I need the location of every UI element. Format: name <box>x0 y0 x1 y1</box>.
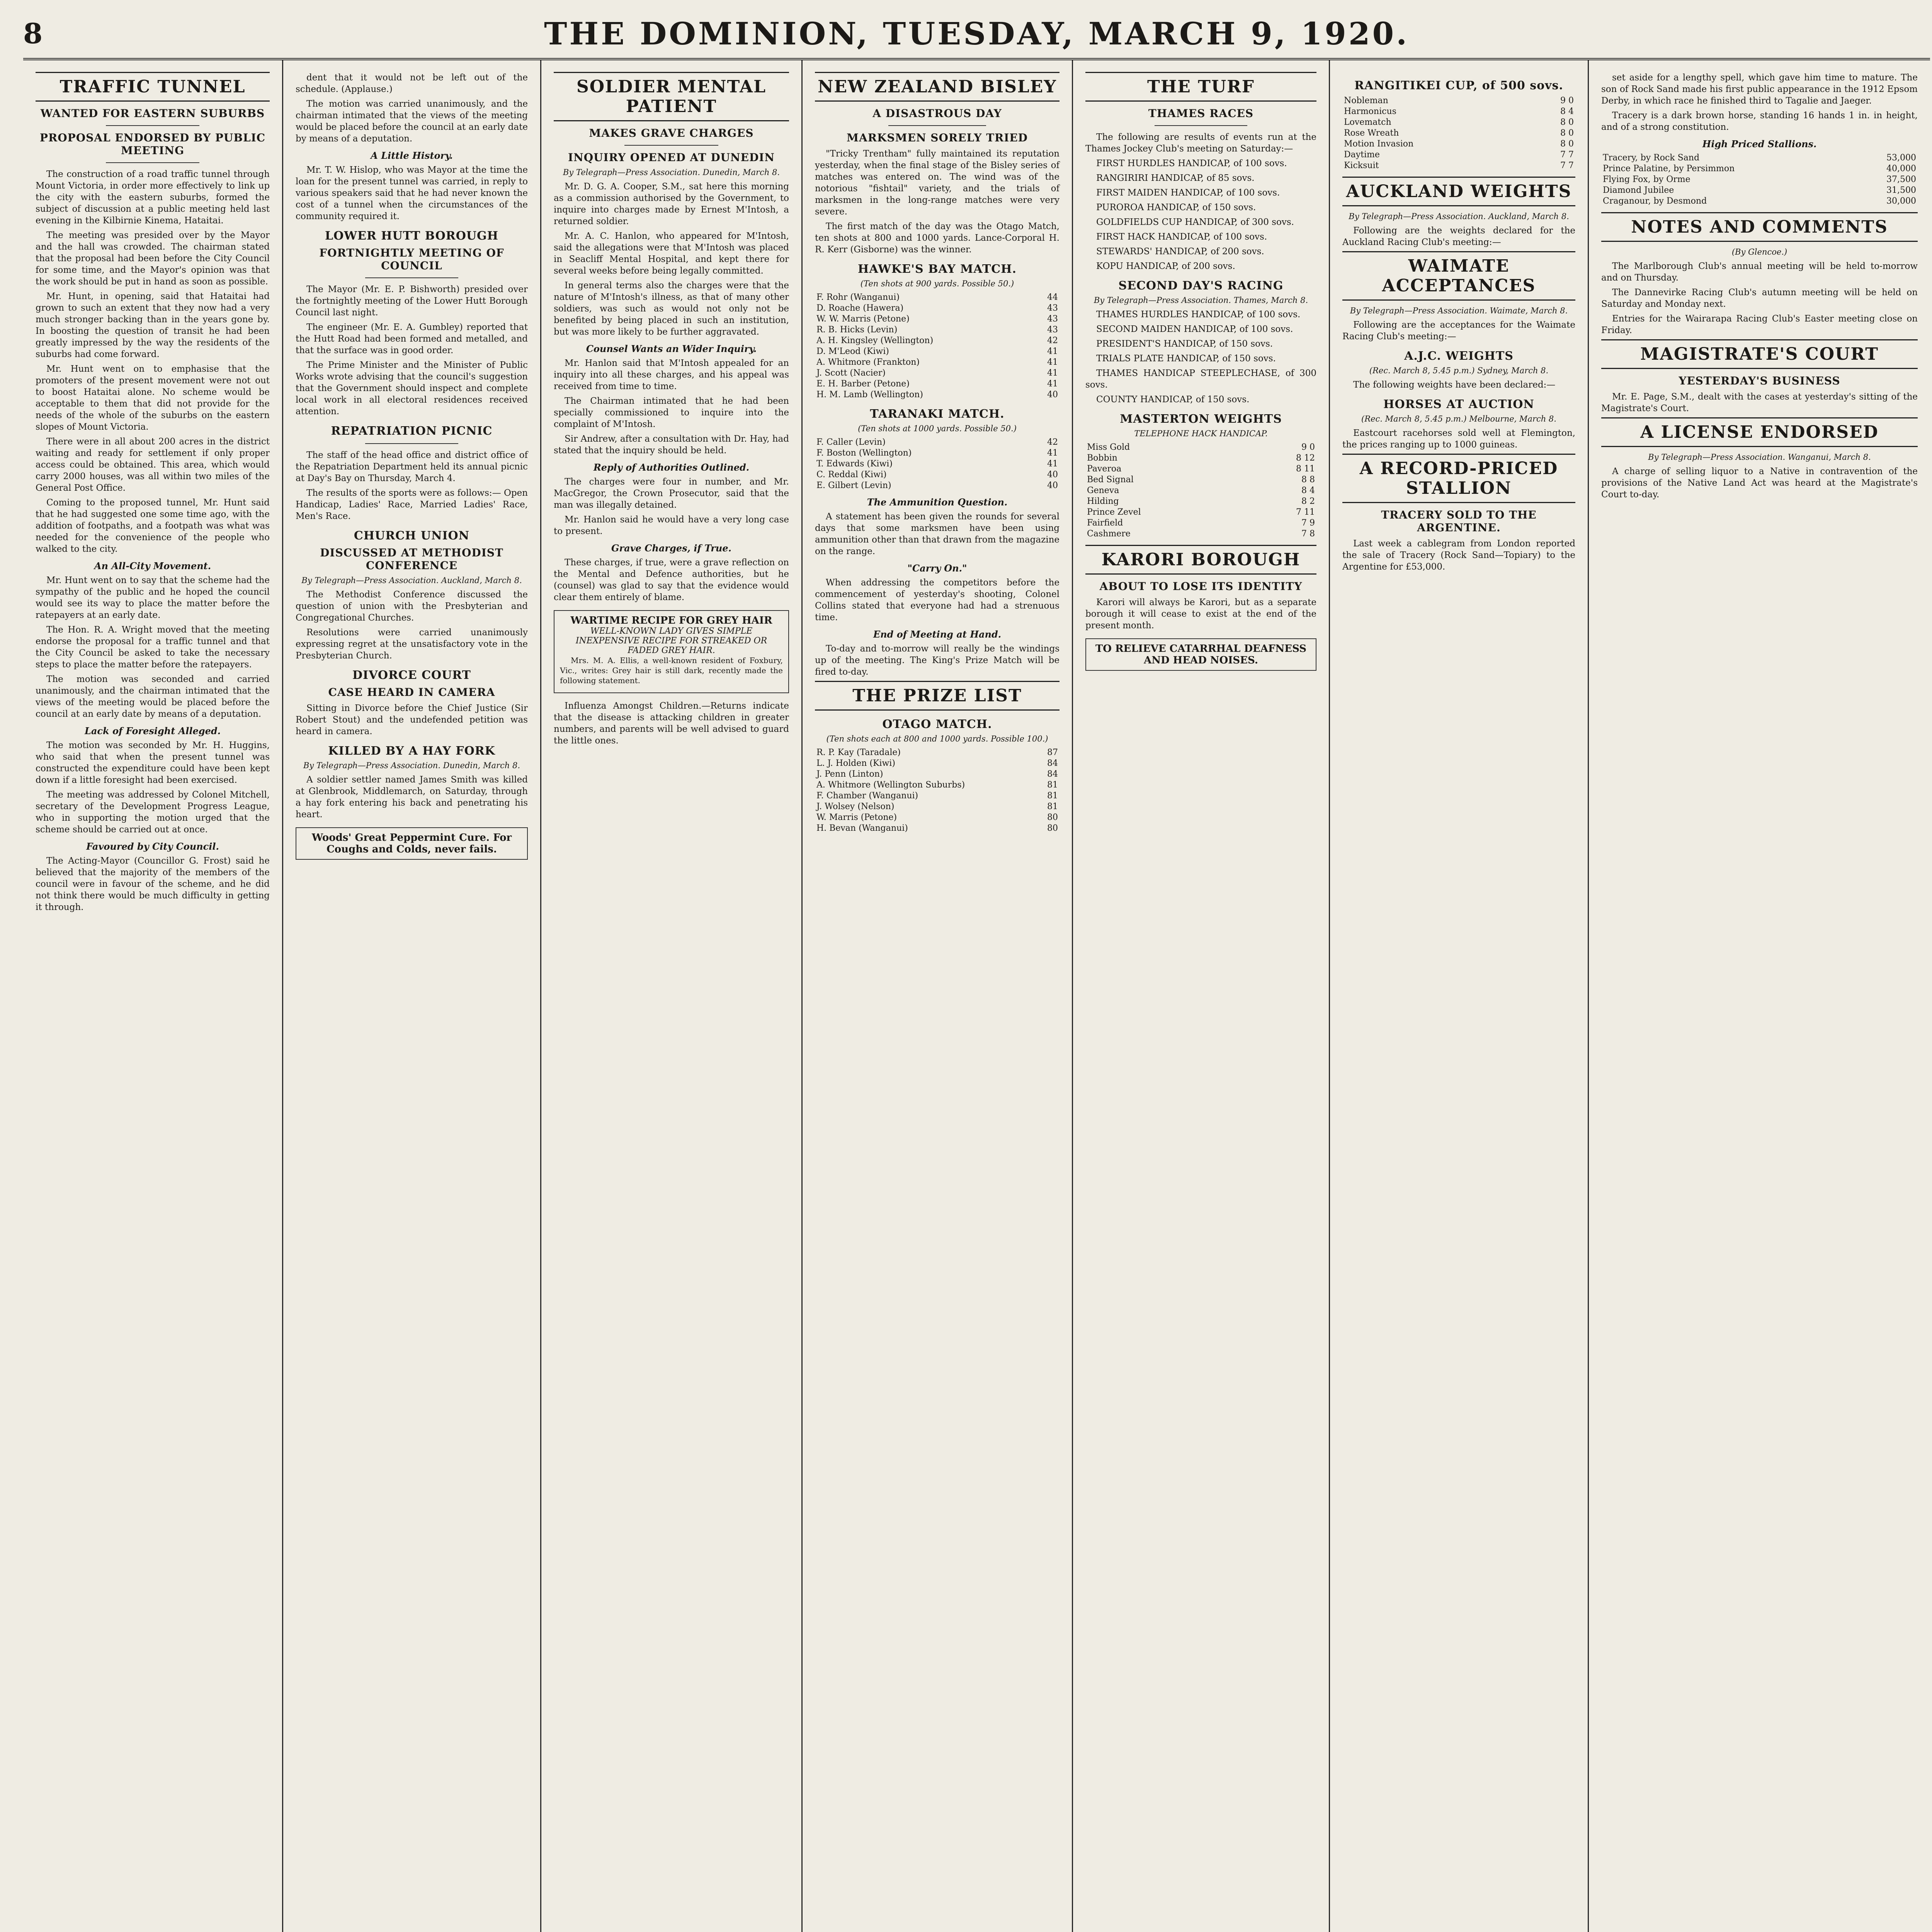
table-cell: 8 0 <box>1560 117 1574 127</box>
advertisement <box>554 610 789 693</box>
table-caption: (Ten shots at 1000 yards. Possible 50.) <box>858 424 1017 433</box>
table-cell: 43 <box>1047 303 1058 313</box>
table-cell: W. W. Marris (Petone) <box>816 314 910 324</box>
article-paragraph: Sir Andrew, after a consultation with Dr. Hay, had stated that the inquiry should be held. <box>554 434 789 456</box>
table-cell: 7 8 <box>1301 529 1315 539</box>
subheadline: MAKES GRAVE CHARGES <box>589 127 754 139</box>
byline: By Telegraph—Press Association. Wanganui, March 8. <box>1648 452 1871 462</box>
race-result: STEWARDS' HANDICAP, of 200 sovs. <box>1096 247 1264 257</box>
byline: (By Glencoe.) <box>1731 247 1787 257</box>
section-heading: Grave Charges, if True. <box>611 543 731 554</box>
table-cell: Miss Gold <box>1087 442 1130 452</box>
byline: By Telegraph—Press Association. Auckland, March 8. <box>301 576 522 585</box>
advertisement <box>1085 638 1316 671</box>
article-paragraph: Karori will always be Karori, but as a separate borough it will cease to exist at the end of the present month. <box>1085 597 1316 631</box>
article-paragraph: Coming to the proposed tunnel, Mr. Hunt said that he had suggested one some time ago, with the addition of footpaths, and a footpath was what was needed for the convenience of the people who walked to the city. <box>36 498 270 554</box>
headline-traffic-tunnel: TRAFFIC TUNNEL <box>36 72 270 102</box>
article-paragraph: A statement has been given the rounds for several days that some marksmen have been using ammunition other than that drawn from the magazine on the range. <box>815 512 1060 556</box>
table-cell: H. Bevan (Wanganui) <box>816 823 908 833</box>
table-cell: 8 2 <box>1301 497 1315 506</box>
table-cell: R. P. Kay (Taradale) <box>816 748 901 757</box>
subheadline: THAMES RACES <box>1148 107 1254 120</box>
headline-repatriation-picnic: REPATRIATION PICNIC <box>331 424 493 438</box>
race-result: PRESIDENT'S HANDICAP, of 150 sovs. <box>1096 339 1273 349</box>
column-4 <box>803 60 1073 1932</box>
table-cell: 37,500 <box>1886 175 1916 184</box>
section-heading: Counsel Wants an Wider Inquiry. <box>586 343 757 354</box>
divider <box>106 125 199 126</box>
table-cell: 81 <box>1047 802 1058 811</box>
section-heading: The Ammunition Question. <box>867 497 1008 508</box>
table-row <box>1085 464 1316 474</box>
table-cell: 41 <box>1047 379 1058 389</box>
weights-table <box>1085 442 1316 539</box>
table-cell: 81 <box>1047 780 1058 790</box>
headline-ajc-weights: A.J.C. WEIGHTS <box>1404 349 1514 363</box>
article-paragraph: In general terms also the charges were that the nature of M'Intosh's illness, as that of many other soldiers, was such as would not only not be benefited by being placed in such an institution, but was more likely to be further aggravated. <box>554 281 789 337</box>
article-paragraph: Mr. T. W. Hislop, who was Mayor at the time the loan for the present tunnel was carried, in reply to various speakers said that he had never known the cost of a tunnel when the circumstances of the community required it. <box>296 165 528 221</box>
article-paragraph: These charges, if true, were a grave reflection on the Mental and Defence authorities, but he (counsel) was glad to say that the evidence would clear them entirely of blame. <box>554 558 789 602</box>
table-row <box>815 346 1060 357</box>
article-paragraph: The Marlborough Club's annual meeting will be held to-morrow and on Thursday. <box>1601 261 1918 283</box>
table-row <box>815 823 1060 834</box>
article-paragraph: Mr. Hunt, in opening, said that Hataitai had grown to such an extent that they now had a very much stronger backing than in the years gone by. In boosting the question of transit he had been greatly impressed by the way the residents of the suburbs had come forward. <box>36 291 270 359</box>
byline: By Telegraph—Press Association. Waimate, March 8. <box>1350 306 1568 315</box>
article-paragraph: The Prime Minister and the Minister of Public Works wrote advising that the council's suggestion that the Government should inspect and complete local work in all electoral residences received attention. <box>296 360 528 417</box>
table-cell: 84 <box>1047 769 1058 779</box>
advertisement <box>296 827 528 860</box>
table-cell: Fairfield <box>1087 518 1123 528</box>
table-cell: J. Penn (Linton) <box>816 769 883 779</box>
article-paragraph: The following weights have been declared:— <box>1353 380 1556 390</box>
results-table <box>815 292 1060 400</box>
headline-masterton-weights: MASTERTON WEIGHTS <box>1120 412 1282 426</box>
table-row <box>815 437 1060 448</box>
article-paragraph: Mr. D. G. A. Cooper, S.M., sat here this morning as a commission authorised by the Government, to inquire into charges made by Ernest M'Intosh, a returned soldier. <box>554 182 789 226</box>
headline-magistrates-court: MAGISTRATE'S COURT <box>1601 339 1918 369</box>
article-paragraph: The Hon. R. A. Wright moved that the meeting endorse the proposal for a traffic tunnel and that the City Council be asked to take the necessary steps to place the matter before the ratepayers. <box>36 625 270 670</box>
race-result: THAMES HANDICAP STEEPLECHASE, of 300 sovs. <box>1085 368 1316 390</box>
section-heading: End of Meeting at Hand. <box>873 629 1002 640</box>
table-cell: 31,500 <box>1886 185 1916 195</box>
table-row <box>815 448 1060 459</box>
table-cell: 53,000 <box>1886 153 1916 163</box>
table-cell: 9 0 <box>1560 96 1574 105</box>
table-cell: T. Edwards (Kiwi) <box>816 459 893 469</box>
article-paragraph: The motion was seconded by Mr. H. Huggins, who said that when the present tunnel was constructed the expenditure could have been kept down if a little foresight had been exercised. <box>36 740 270 785</box>
table-cell: 40,000 <box>1886 164 1916 173</box>
table-cell: A. Whitmore (Frankton) <box>816 357 920 367</box>
table-cell: 30,000 <box>1886 196 1916 206</box>
table-cell: 8 0 <box>1560 128 1574 138</box>
table-cell: H. M. Lamb (Wellington) <box>816 390 923 400</box>
headline-church-union: CHURCH UNION <box>354 529 470 543</box>
article-paragraph: Mr. Hunt went on to say that the scheme had the sympathy of the public and he hoped the council would see its way to place the matter before the ratepayers at an early date. <box>36 575 270 620</box>
table-row <box>1085 529 1316 539</box>
table-row <box>815 758 1060 769</box>
column-6 <box>1330 60 1589 1932</box>
table-cell: J. Scott (Nacier) <box>816 368 886 378</box>
headline-waimate-acceptances: WAIMATE ACCEPTANCES <box>1342 251 1575 301</box>
article-paragraph: The meeting was addressed by Colonel Mitchell, secretary of the Development Progress League, who in supporting the motion urged that the scheme should be carried out at once. <box>36 790 270 835</box>
article-paragraph: Following are the acceptances for the Waimate Racing Club's meeting:— <box>1342 320 1575 342</box>
table-cell: Daytime <box>1344 150 1380 160</box>
article-paragraph: Influenza Amongst Children.—Returns indicate that the disease is attacking children in greater numbers, and parents will be well advised to guard the little ones. <box>554 701 789 746</box>
table-cell: R. B. Hicks (Levin) <box>816 325 898 335</box>
table-cell: Prince Palatine, by Persimmon <box>1603 164 1735 173</box>
section-heading: Lack of Foresight Alleged. <box>85 725 221 736</box>
article-paragraph: Resolutions were carried unanimously expressing regret at the unsatisfactory vote in the Presbyterian Church. <box>296 628 528 661</box>
table-cell: 41 <box>1047 347 1058 356</box>
table-cell: 8 4 <box>1301 486 1315 495</box>
section-heading: High Priced Stallions. <box>1702 138 1817 150</box>
table-cell: 81 <box>1047 791 1058 801</box>
race-result: GOLDFIELDS CUP HANDICAP, of 300 sovs. <box>1096 217 1294 227</box>
byline: By Telegraph—Press Association. Auckland, March 8. <box>1349 212 1569 221</box>
table-row <box>1601 196 1918 207</box>
table-cell: Craganour, by Desmond <box>1603 196 1707 206</box>
table-cell: C. Reddal (Kiwi) <box>816 470 887 480</box>
race-result: SECOND MAIDEN HANDICAP, of 100 sovs. <box>1096 324 1293 334</box>
table-row <box>815 459 1060 469</box>
section-heading: HAWKE'S BAY MATCH. <box>858 262 1017 276</box>
headline-horses-auction: HORSES AT AUCTION <box>1383 398 1534 411</box>
race-result: FIRST HURDLES HANDICAP, of 100 sovs. <box>1096 158 1287 168</box>
section-heading: A Little History. <box>371 150 453 161</box>
table-cell: Harmonicus <box>1344 107 1396 116</box>
table-row <box>815 769 1060 780</box>
table-cell: 44 <box>1047 293 1058 302</box>
article-paragraph: The Methodist Conference discussed the question of union with the Presbyterian and Congregational Churches. <box>296 590 528 623</box>
table-cell: 41 <box>1047 368 1058 378</box>
divider <box>365 277 458 278</box>
race-result: PUROROA HANDICAP, of 150 sovs. <box>1096 202 1256 213</box>
table-row <box>1601 185 1918 196</box>
table-cell: 80 <box>1047 813 1058 822</box>
headline-soldier-patient: SOLDIER MENTAL PATIENT <box>554 72 789 121</box>
table-row <box>1342 117 1575 128</box>
article-paragraph: Mr. Hanlon said he would have a very long case to present. <box>554 515 789 536</box>
table-row <box>1342 139 1575 150</box>
page-number: 8 <box>23 17 43 50</box>
article-paragraph: The engineer (Mr. E. A. Gumbley) reported that the Hutt Road had been formed and metalled, and that the surface was in good order. <box>296 322 528 355</box>
table-row <box>815 747 1060 758</box>
divider <box>888 125 986 126</box>
table-row <box>815 292 1060 303</box>
headline-record-stallion: A RECORD-PRICED STALLION <box>1342 454 1575 503</box>
race-result: FIRST HACK HANDICAP, of 100 sovs. <box>1096 232 1267 242</box>
article-paragraph: The meeting was presided over by the Mayor and the hall was crowded. The chairman stated that the proposal had been before the City Council for some time, and the Mayor's opinion was that the work should be put in hand as soon as possible. <box>36 230 270 287</box>
ad-text: TO RELIEVE CATARRHAL DEAFNESS AND HEAD NOISES. <box>1095 643 1307 666</box>
article-paragraph: "Tricky Trentham" fully maintained its reputation yesterday, when the final stage of the Bisley series of matches was entered on. The wind was of the notorious "fishtail" variety, and the trials of marksmen in the long-range matches were very severe. <box>815 149 1060 217</box>
article-paragraph: Mr. A. C. Hanlon, who appeared for M'Intosh, said the allegations were that M'Intosh was placed in Seacliff Mental Hospital, and kept there for several weeks before being legally committed. <box>554 231 789 276</box>
column-1 <box>23 60 283 1932</box>
race-result: TRIALS PLATE HANDICAP, of 150 sovs. <box>1096 354 1276 364</box>
table-cell: Flying Fox, by Orme <box>1603 175 1690 184</box>
table-row <box>1342 106 1575 117</box>
article-paragraph: Following are the weights declared for the Auckland Racing Club's meeting:— <box>1342 226 1575 247</box>
table-cell: 7 7 <box>1560 161 1574 170</box>
article-paragraph: dent that it would not be left out of the schedule. (Applause.) <box>296 73 528 94</box>
table-row <box>1085 453 1316 464</box>
article-paragraph: The Chairman intimated that he had been specially commissioned to inquire into the complaint of M'Intosh. <box>554 396 789 429</box>
table-cell: 41 <box>1047 459 1058 469</box>
table-row <box>815 389 1060 400</box>
weights-table <box>1342 95 1575 171</box>
table-cell: 7 7 <box>1560 150 1574 160</box>
section-heading: TARANAKI MATCH. <box>870 407 1005 421</box>
masthead <box>23 15 1930 60</box>
table-cell: F. Boston (Wellington) <box>816 448 912 458</box>
ad-subheadline: WELL-KNOWN LADY GIVES SIMPLE INEXPENSIVE RECIPE FOR STREAKED OR FADED GREY HAIR. <box>575 626 767 655</box>
race-result: KOPU HANDICAP, of 200 sovs. <box>1096 261 1235 271</box>
table-cell: 7 11 <box>1296 507 1315 517</box>
article-paragraph: Sitting in Divorce before the Chief Justice (Sir Robert Stout) and the undefended petition was heard in camera. <box>296 703 528 736</box>
article-paragraph: Last week a cablegram from London reported the sale of Tracery (Rock Sand—Topiary) to the Argentine for £53,000. <box>1342 539 1575 572</box>
table-row <box>815 368 1060 379</box>
headline-karori-borough: KARORI BOROUGH <box>1085 545 1316 575</box>
ad-text: Woods' Great Peppermint Cure. For Coughs and Colds, never fails. <box>311 832 512 855</box>
table-cell: Prince Zevel <box>1087 507 1141 517</box>
table-row <box>815 357 1060 368</box>
article-paragraph: Eastcourt racehorses sold well at Flemington, the prices ranging up to 1000 guineas. <box>1342 428 1575 450</box>
column-3 <box>541 60 803 1932</box>
article-paragraph: Tracery is a dark brown horse, standing 16 hands 1 in. in height, and of a strong constitution. <box>1601 111 1918 132</box>
table-row <box>1601 174 1918 185</box>
table-cell: 9 0 <box>1301 442 1315 452</box>
article-paragraph: The charges were four in number, and Mr. MacGregor, the Crown Prosecutor, said that the man was illegally detained. <box>554 477 789 510</box>
table-row <box>815 325 1060 335</box>
article-paragraph: The staff of the head office and district office of the Repatriation Department held its annual picnic at Day's Bay on Thursday, March 4. <box>296 450 528 483</box>
table-cell: Bed Signal <box>1087 475 1134 485</box>
table-cell: D. M'Leod (Kiwi) <box>816 347 889 356</box>
table-cell: 84 <box>1047 759 1058 768</box>
subheadline: DISCUSSED AT METHODIST CONFERENCE <box>320 546 503 572</box>
subheadline: TRACERY SOLD TO THE ARGENTINE. <box>1381 509 1537 534</box>
table-cell: 40 <box>1047 481 1058 490</box>
table-row <box>1342 95 1575 106</box>
table-row <box>815 780 1060 791</box>
race-result: THAMES HURDLES HANDICAP, of 100 sovs. <box>1096 310 1301 320</box>
table-cell: 40 <box>1047 470 1058 480</box>
subheadline: YESTERDAY'S BUSINESS <box>1679 374 1840 387</box>
table-cell: 43 <box>1047 325 1058 335</box>
prize-table <box>815 747 1060 834</box>
byline: (Rec. March 8, 5.45 p.m.) Sydney, March 8. <box>1369 366 1549 375</box>
table-row <box>1601 163 1918 174</box>
table-cell: 42 <box>1047 336 1058 345</box>
article-paragraph: The motion was carried unanimously, and the chairman intimated that the views of the meeting would be placed before the council at an early date by means of a deputation. <box>296 99 528 144</box>
table-cell: 87 <box>1047 748 1058 757</box>
subheadline: PROPOSAL ENDORSED BY PUBLIC MEETING <box>39 131 266 157</box>
table-row <box>1085 442 1316 453</box>
headline-prize-list: THE PRIZE LIST <box>815 681 1060 711</box>
race-result: RANGIRIRI HANDICAP, of 85 sovs. <box>1096 173 1255 183</box>
table-row <box>815 480 1060 491</box>
ad-text: Mrs. M. A. Ellis, a well-known resident of Foxbury, Vic., writes: Grey hair is still dark, recently made the following statement. <box>560 656 783 685</box>
headline-divorce-court: DIVORCE COURT <box>352 668 471 682</box>
table-cell: F. Chamber (Wanganui) <box>816 791 918 801</box>
article-paragraph: Mr. E. Page, S.M., dealt with the cases at yesterday's sitting of the Magistrate's Court. <box>1601 392 1918 413</box>
article-paragraph: The Mayor (Mr. E. P. Bishworth) presided over the fortnightly meeting of the Lower Hutt Borough Council last night. <box>296 284 528 318</box>
divider <box>624 145 719 146</box>
divider <box>1155 125 1247 126</box>
section-heading: RANGITIKEI CUP, of 500 sovs. <box>1354 79 1563 92</box>
table-row <box>1342 128 1575 139</box>
stallion-price-table <box>1601 153 1918 207</box>
table-cell: Paveroa <box>1087 464 1122 474</box>
table-cell: J. Wolsey (Nelson) <box>816 802 895 811</box>
section-heading: OTAGO MATCH. <box>882 718 992 731</box>
table-cell: Tracery, by Rock Sand <box>1603 153 1700 163</box>
byline: (Rec. March 8, 5.45 p.m.) Melbourne, March 8. <box>1361 414 1556 423</box>
article-paragraph: The Acting-Mayor (Councillor G. Frost) said he believed that the majority of the members of the council were in favour of the scheme, and he did not think there would be much difficulty in getting it through. <box>36 856 270 912</box>
subheadline: FORTNIGHTLY MEETING OF COUNCIL <box>319 247 504 272</box>
article-paragraph: The first match of the day was the Otago Match, ten shots at 800 and 1000 yards. Lance-Corporal H. R. Kerr (Gisborne) was the winner. <box>815 221 1060 255</box>
table-row <box>1085 496 1316 507</box>
table-row <box>815 801 1060 812</box>
table-cell: 41 <box>1047 357 1058 367</box>
table-cell: A. H. Kingsley (Wellington) <box>816 336 934 345</box>
page-title: THE DOMINION, TUESDAY, MARCH 9, 1920. <box>544 15 1410 52</box>
table-cell: Motion Invasion <box>1344 139 1414 149</box>
table-row <box>1085 474 1316 485</box>
table-row <box>1601 153 1918 163</box>
results-table <box>815 437 1060 491</box>
table-cell: Nobleman <box>1344 96 1388 105</box>
subheadline: MARKSMEN SORELY TRIED <box>847 131 1028 144</box>
table-cell: 8 12 <box>1296 453 1315 463</box>
table-cell: 42 <box>1047 437 1058 447</box>
table-cell: 8 4 <box>1560 107 1574 116</box>
article-paragraph: The Dannevirke Racing Club's autumn meeting will be held on Saturday and Monday next. <box>1601 287 1918 309</box>
table-cell: Kicksuit <box>1344 161 1379 170</box>
article-paragraph: The motion was seconded and carried unanimously, and the chairman intimated that the views of the meeting would be placed before the council at an early date by means of a deputation. <box>36 674 270 719</box>
table-cell: 43 <box>1047 314 1058 324</box>
table-cell: D. Roache (Hawera) <box>816 303 904 313</box>
table-cell: Diamond Jubilee <box>1603 185 1674 195</box>
subheadline: A DISASTROUS DAY <box>872 107 1002 120</box>
byline: By Telegraph—Press Association. Thames, March 8. <box>1094 296 1308 305</box>
table-cell: E. Gilbert (Levin) <box>816 481 891 490</box>
headline-lower-hutt: LOWER HUTT BOROUGH <box>325 229 498 243</box>
article-paragraph: set aside for a lengthy spell, which gave him time to mature. The son of Rock Sand made his first public appearance in the 1912 Epsom Derby, in which race he finished third to Tagalie and Jaeger. <box>1601 73 1918 106</box>
table-row <box>1342 160 1575 171</box>
headline-license-endorsed: A LICENSE ENDORSED <box>1601 417 1918 447</box>
article-paragraph: To-day and to-morrow will really be the windings up of the meeting. The King's Prize Match will be fired to-day. <box>815 644 1060 677</box>
divider <box>106 162 199 163</box>
table-row <box>1085 507 1316 518</box>
article-paragraph: The following are results of events run at the Thames Jockey Club's meeting on Saturday:— <box>1085 132 1316 154</box>
column-5 <box>1073 60 1330 1932</box>
article-paragraph: A soldier settler named James Smith was killed at Glenbrook, Middlemarch, on Saturday, through a hay fork entering his back and penetrating his heart. <box>296 775 528 820</box>
race-result: FIRST MAIDEN HANDICAP, of 100 sovs. <box>1096 188 1280 198</box>
ad-headline: WARTIME RECIPE FOR GREY HAIR <box>570 615 772 626</box>
table-row <box>815 469 1060 480</box>
subheadline: WANTED FOR EASTERN SUBURBS <box>40 107 265 120</box>
table-cell: W. Marris (Petone) <box>816 813 897 822</box>
table-row <box>815 303 1060 314</box>
table-caption: (Ten shots each at 800 and 1000 yards. Possible 100.) <box>826 734 1048 743</box>
table-cell: Bobbin <box>1087 453 1117 463</box>
headline-hay-fork: KILLED BY A HAY FORK <box>328 744 495 758</box>
table-cell: 8 11 <box>1296 464 1315 474</box>
subheadline: ABOUT TO LOSE ITS IDENTITY <box>1099 580 1303 593</box>
column-7 <box>1589 60 1930 1932</box>
section-heading: "Carry On." <box>907 563 967 574</box>
headline-the-turf: THE TURF <box>1085 72 1316 102</box>
table-row <box>815 791 1060 801</box>
table-cell: 8 0 <box>1560 139 1574 149</box>
table-cell: 80 <box>1047 823 1058 833</box>
table-cell: Lovematch <box>1344 117 1391 127</box>
subheadline: CASE HEARD IN CAMERA <box>328 686 495 699</box>
table-row <box>815 314 1060 325</box>
table-cell: 41 <box>1047 448 1058 458</box>
table-row <box>1085 485 1316 496</box>
table-cell: L. J. Holden (Kiwi) <box>816 759 895 768</box>
table-cell: A. Whitmore (Wellington Suburbs) <box>816 780 965 790</box>
byline: By Telegraph—Press Association. Dunedin, March 8. <box>563 168 780 177</box>
headline-notes-comments: NOTES AND COMMENTS <box>1601 212 1918 242</box>
race-result: COUNTY HANDICAP, of 150 sovs. <box>1096 395 1250 405</box>
table-cell: F. Caller (Levin) <box>816 437 886 447</box>
section-heading: An All-City Movement. <box>94 560 211 571</box>
headline-auckland-weights: AUCKLAND WEIGHTS <box>1342 177 1575 206</box>
table-cell: 7 9 <box>1301 518 1315 528</box>
divider <box>365 443 458 444</box>
table-row <box>815 812 1060 823</box>
headline-second-day: SECOND DAY'S RACING <box>1118 279 1284 293</box>
table-cell: F. Rohr (Wanganui) <box>816 293 900 302</box>
subheadline: INQUIRY OPENED AT DUNEDIN <box>568 151 775 164</box>
table-cell: Hilding <box>1087 497 1119 506</box>
article-paragraph: There were in all about 200 acres in the district waiting and ready for settlement if only proper access could be obtained. This area, which would carry 2000 houses, was all within two miles of the General Post Office. <box>36 437 270 493</box>
table-cell: E. H. Barber (Petone) <box>816 379 910 389</box>
article-paragraph: When addressing the competitors before the commencement of yesterday's shooting, Colonel Collins stated that everyone had had a strenuous time. <box>815 578 1060 622</box>
section-heading: Favoured by City Council. <box>86 841 219 852</box>
table-caption: (Ten shots at 900 yards. Possible 50.) <box>860 279 1014 288</box>
column-2 <box>283 60 541 1932</box>
headline-bisley: NEW ZEALAND BISLEY <box>815 72 1060 102</box>
table-caption: TELEPHONE HACK HANDICAP. <box>1134 429 1268 438</box>
table-row <box>1085 518 1316 529</box>
table-cell: Geneva <box>1087 486 1119 495</box>
table-cell: Rose Wreath <box>1344 128 1399 138</box>
byline: By Telegraph—Press Association. Dunedin, March 8. <box>303 761 520 770</box>
article-paragraph: The results of the sports were as follows:— Open Handicap, Ladies' Race, Married Ladies' Race, Men's Race. <box>296 488 528 521</box>
table-cell: 8 8 <box>1301 475 1315 485</box>
article-paragraph: Entries for the Wairarapa Racing Club's Easter meeting close on Friday. <box>1601 314 1918 335</box>
article-paragraph: Mr. Hanlon said that M'Intosh appealed for an inquiry into all these charges, and his appeal was received from time to time. <box>554 358 789 391</box>
table-row <box>1342 150 1575 160</box>
table-cell: 40 <box>1047 390 1058 400</box>
article-paragraph: Mr. Hunt went on to emphasise that the promoters of the present movement were not out to boost Hataitai alone. No scheme would be acceptable to them that did not provide for the needs of the whole of the suburbs on the eastern slopes of Mount Victoria. <box>36 364 270 432</box>
article-paragraph: The construction of a road traffic tunnel through Mount Victoria, in order more effectively to link up the city with the eastern suburbs, formed the subject of discussion at a public meeting held last evening in the Kilbirnie Kinema, Hataitai. <box>36 169 270 226</box>
table-row <box>815 335 1060 346</box>
section-heading: Reply of Authorities Outlined. <box>593 462 750 473</box>
table-row <box>815 379 1060 389</box>
columns <box>23 60 1930 1932</box>
table-cell: Cashmere <box>1087 529 1131 539</box>
article-paragraph: A charge of selling liquor to a Native in contravention of the provisions of the Native Land Act was heard at the Magistrate's Court to-day. <box>1601 466 1918 500</box>
